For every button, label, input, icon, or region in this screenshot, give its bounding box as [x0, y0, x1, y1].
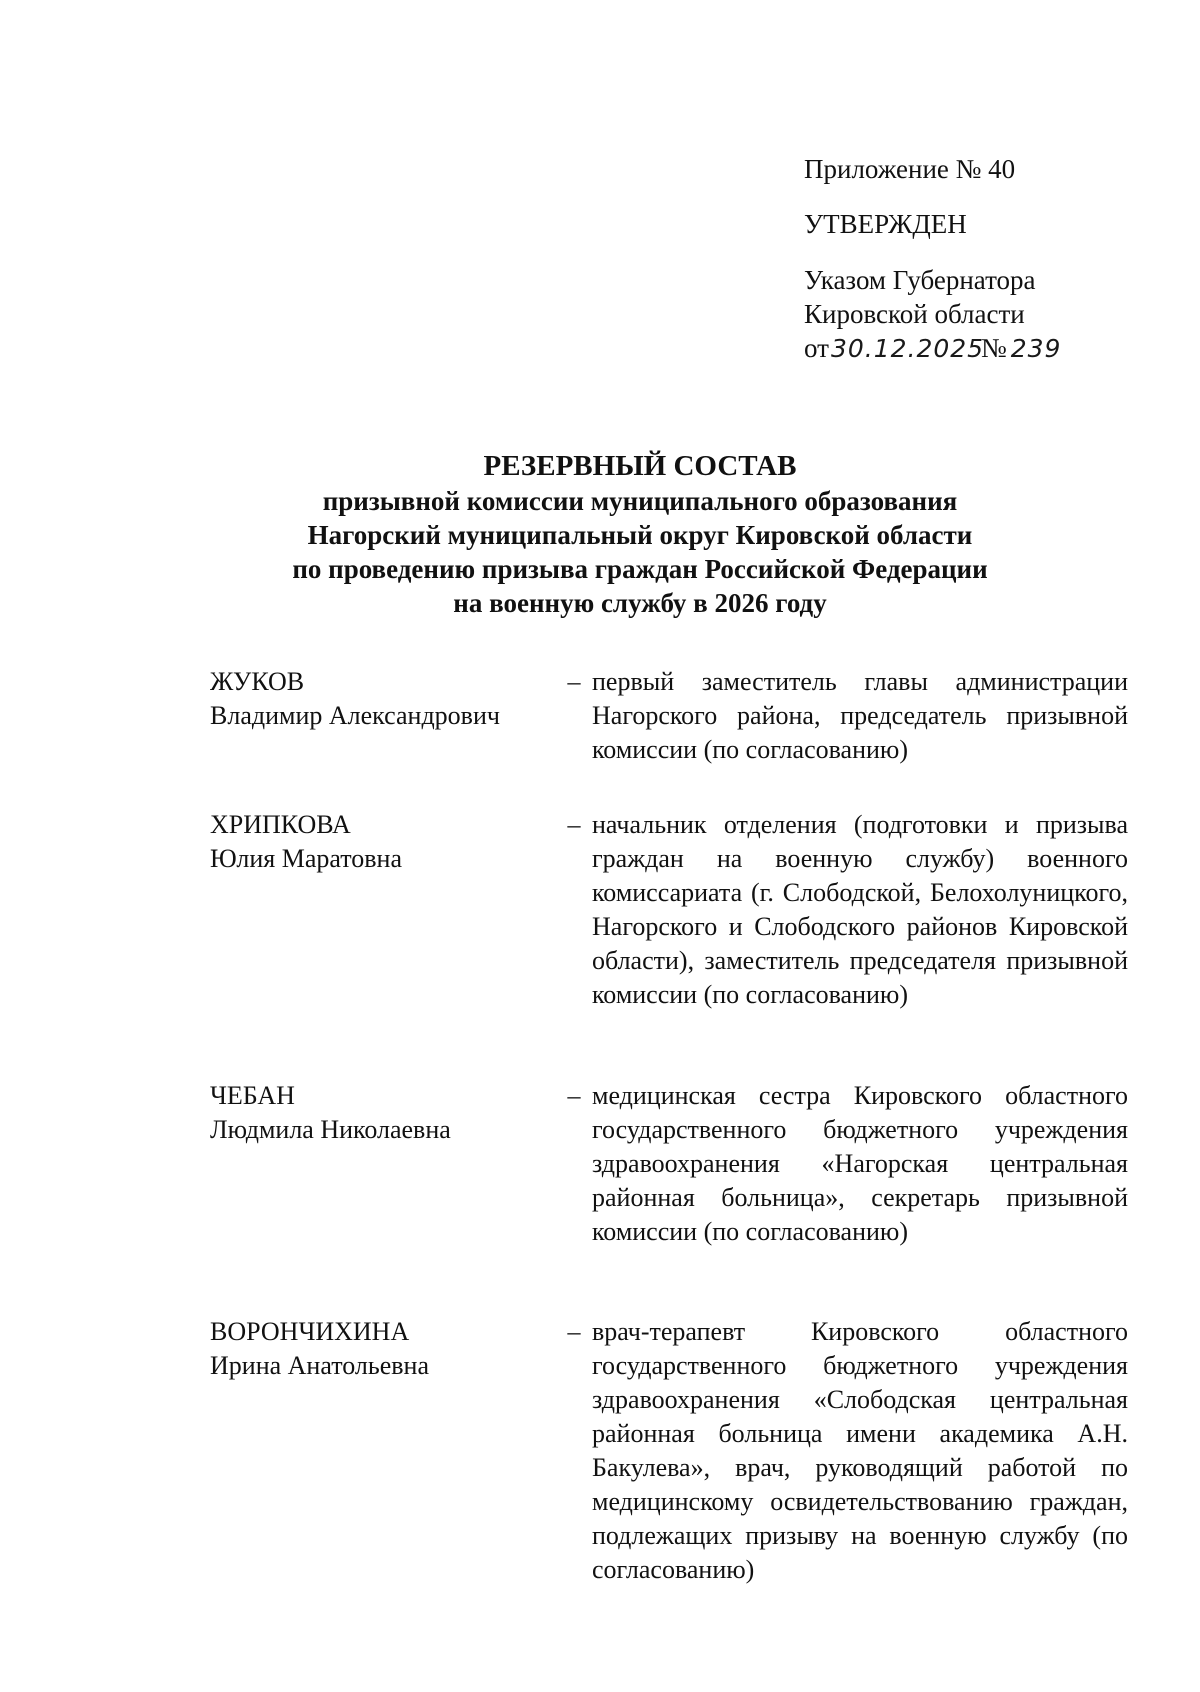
member-entry: [210, 665, 1130, 767]
dash-separator: –: [567, 1317, 581, 1346]
dash-separator: –: [567, 1081, 581, 1110]
approved-stamp-text: УТВЕРЖДЕН: [804, 209, 967, 239]
dash-separator: –: [567, 667, 581, 696]
handwritten-date: 30.12.2025: [830, 334, 985, 363]
dash-separator: –: [567, 810, 581, 839]
title-line-1: призывной комиссии муниципального образования: [322, 486, 958, 516]
member-entry: [210, 1315, 1130, 1587]
handwritten-number: 239: [1010, 334, 1062, 363]
appendix-number: Приложение № 40: [804, 154, 1016, 184]
document-title: [140, 449, 1140, 620]
member-surname: ХРИПКОВА: [210, 810, 351, 839]
member-name: [210, 808, 550, 876]
decree-line-1: Указом Губернатора: [804, 265, 1036, 295]
decree-date-number-line: [804, 331, 1164, 366]
member-name: [210, 665, 550, 733]
member-surname: ЧЕБАН: [210, 1081, 295, 1110]
member-entry: [210, 808, 1130, 1012]
decree-line-2: Кировской области: [804, 299, 1025, 329]
member-role: начальник отделения (подготовки и призыва граждан на военную службу) военного комиссариата (г. Слободской, Белохолуницкого, Нагорского и Слободского районов Кировской области), заместитель председателя призывной комиссии (по согласованию): [592, 810, 1128, 1009]
title-line-2: Нагорский муниципальный округ Кировской области: [307, 520, 973, 550]
member-name: [210, 1315, 550, 1383]
member-name: [210, 1079, 550, 1147]
member-role: первый заместитель главы администрации Нагорского района, председатель призывной комиссии (по согласованию): [592, 667, 1128, 764]
approval-block: [804, 152, 1164, 366]
title-line-3: по проведению призыва граждан Российской Федерации: [292, 554, 988, 584]
date-prefix: от: [804, 333, 829, 363]
number-prefix: №: [980, 333, 1007, 363]
members-list: [210, 665, 1130, 1587]
title-line-4: на военную службу в 2026 году: [453, 588, 827, 618]
member-given-names: Владимир Александрович: [210, 701, 500, 730]
member-surname: ЖУКОВ: [210, 667, 305, 696]
title-main: РЕЗЕРВНЫЙ СОСТАВ: [483, 450, 797, 482]
member-role: медицинская сестра Кировского областного государственного бюджетного учреждения здравоохранения «Нагорская центральная районная больница», секретарь призывной комиссии (по согласованию): [592, 1081, 1128, 1246]
member-given-names: Людмила Николаевна: [210, 1115, 451, 1144]
member-given-names: Юлия Маратовна: [210, 844, 403, 873]
member-given-names: Ирина Анатольевна: [210, 1351, 429, 1380]
member-role: врач-терапевт Кировского областного государственного бюджетного учреждения здравоохранения «Слободская центральная районная больница имени академика А.Н. Бакулева», врач, руководящий работой по медицинскому освидетельствованию граждан, подлежащих призыву на военную службу (по согласованию): [592, 1317, 1128, 1584]
member-entry: [210, 1079, 1130, 1249]
member-surname: ВОРОНЧИХИНА: [210, 1317, 410, 1346]
